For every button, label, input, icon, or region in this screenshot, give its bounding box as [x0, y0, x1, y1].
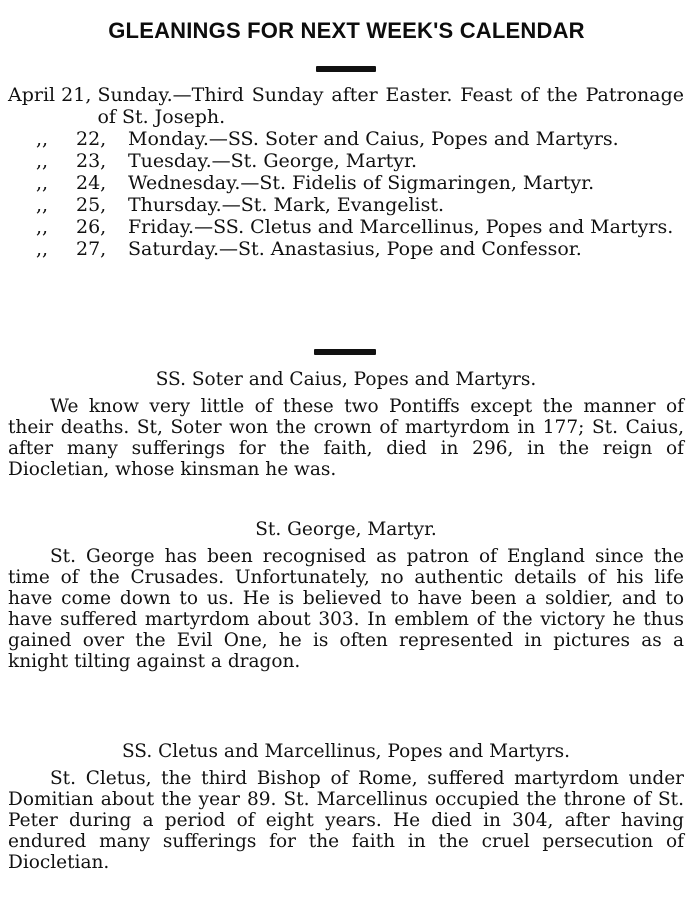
calendar-date: 24,: [76, 172, 107, 194]
calendar-list: [8, 84, 684, 260]
section-body: St. Cletus, the third Bishop of Rome, suffered martyrdom under Domitian about the year 89. St. Marcellinus occupied the throne of St. Peter during a period of eight years. He died in 304, after having endured many sufferings for the faith in the cruel persecution of Diocletian.: [8, 768, 684, 873]
section-heading: St. George, Martyr.: [255, 519, 437, 540]
calendar-text: Monday.—SS. Soter and Caius, Popes and Martyrs.: [128, 128, 619, 150]
calendar-entry: [8, 172, 684, 194]
calendar-text: Friday.—SS. Cletus and Marcellinus, Popes and Martyrs.: [128, 216, 674, 238]
calendar-date: 22,: [76, 128, 107, 150]
calendar-date: 23,: [76, 150, 107, 172]
calendar-text: Saturday.—St. Anastasius, Pope and Confessor.: [128, 238, 582, 260]
article-section: [8, 369, 684, 480]
section-heading: SS. Cletus and Marcellinus, Popes and Martyrs.: [121, 741, 571, 762]
calendar-entry: [8, 238, 684, 260]
calendar-date: 27,: [76, 238, 107, 260]
ditto-mark: ,,: [36, 128, 49, 150]
calendar-text: Thursday.—St. Mark, Evangelist.: [128, 194, 445, 216]
calendar-text: Tuesday.—St. George, Martyr.: [128, 150, 418, 172]
section-heading: SS. Soter and Caius, Popes and Martyrs.: [155, 369, 537, 390]
section-divider: [314, 349, 376, 355]
calendar-entry: [8, 194, 684, 216]
calendar-text: Sunday.—Third Sunday after Easter. Feast of the Patronage of St. Joseph.: [97, 84, 684, 128]
ditto-mark: ,,: [36, 150, 49, 172]
title-divider: [316, 66, 376, 72]
calendar-entry: [8, 150, 684, 172]
calendar-date: April 21,: [8, 84, 92, 106]
calendar-date: 25,: [76, 194, 107, 216]
calendar-entry: [8, 216, 684, 238]
page-title: GLEANINGS FOR NEXT WEEK'S CALENDAR: [108, 18, 585, 43]
ditto-mark: ,,: [36, 194, 49, 216]
calendar-text: Wednesday.—St. Fidelis of Sigmaringen, Martyr.: [128, 172, 595, 194]
article-section: [8, 741, 684, 873]
ditto-mark: ,,: [36, 216, 49, 238]
ditto-mark: ,,: [36, 238, 49, 260]
ditto-mark: ,,: [36, 172, 49, 194]
calendar-date: 26,: [76, 216, 107, 238]
article-section: [8, 519, 684, 672]
section-body: We know very little of these two Pontiffs except the manner of their deaths. St, Soter won the crown of martyrdom in 177; St. Caius, after many sufferings for the faith, died in 296, in the reign of Diocletian, whose kinsman he was.: [8, 396, 684, 480]
section-body: St. George has been recognised as patron of England since the time of the Crusades. Unfortunately, no authentic details of his life have come down to us. He is believed to have been a soldier, and to have suffered martyrdom about 303. In emblem of the victory he thus gained over the Evil One, he is often represented in pictures as a knight tilting against a dragon.: [8, 546, 684, 672]
calendar-entry: [8, 128, 684, 150]
calendar-entry: [8, 84, 684, 128]
